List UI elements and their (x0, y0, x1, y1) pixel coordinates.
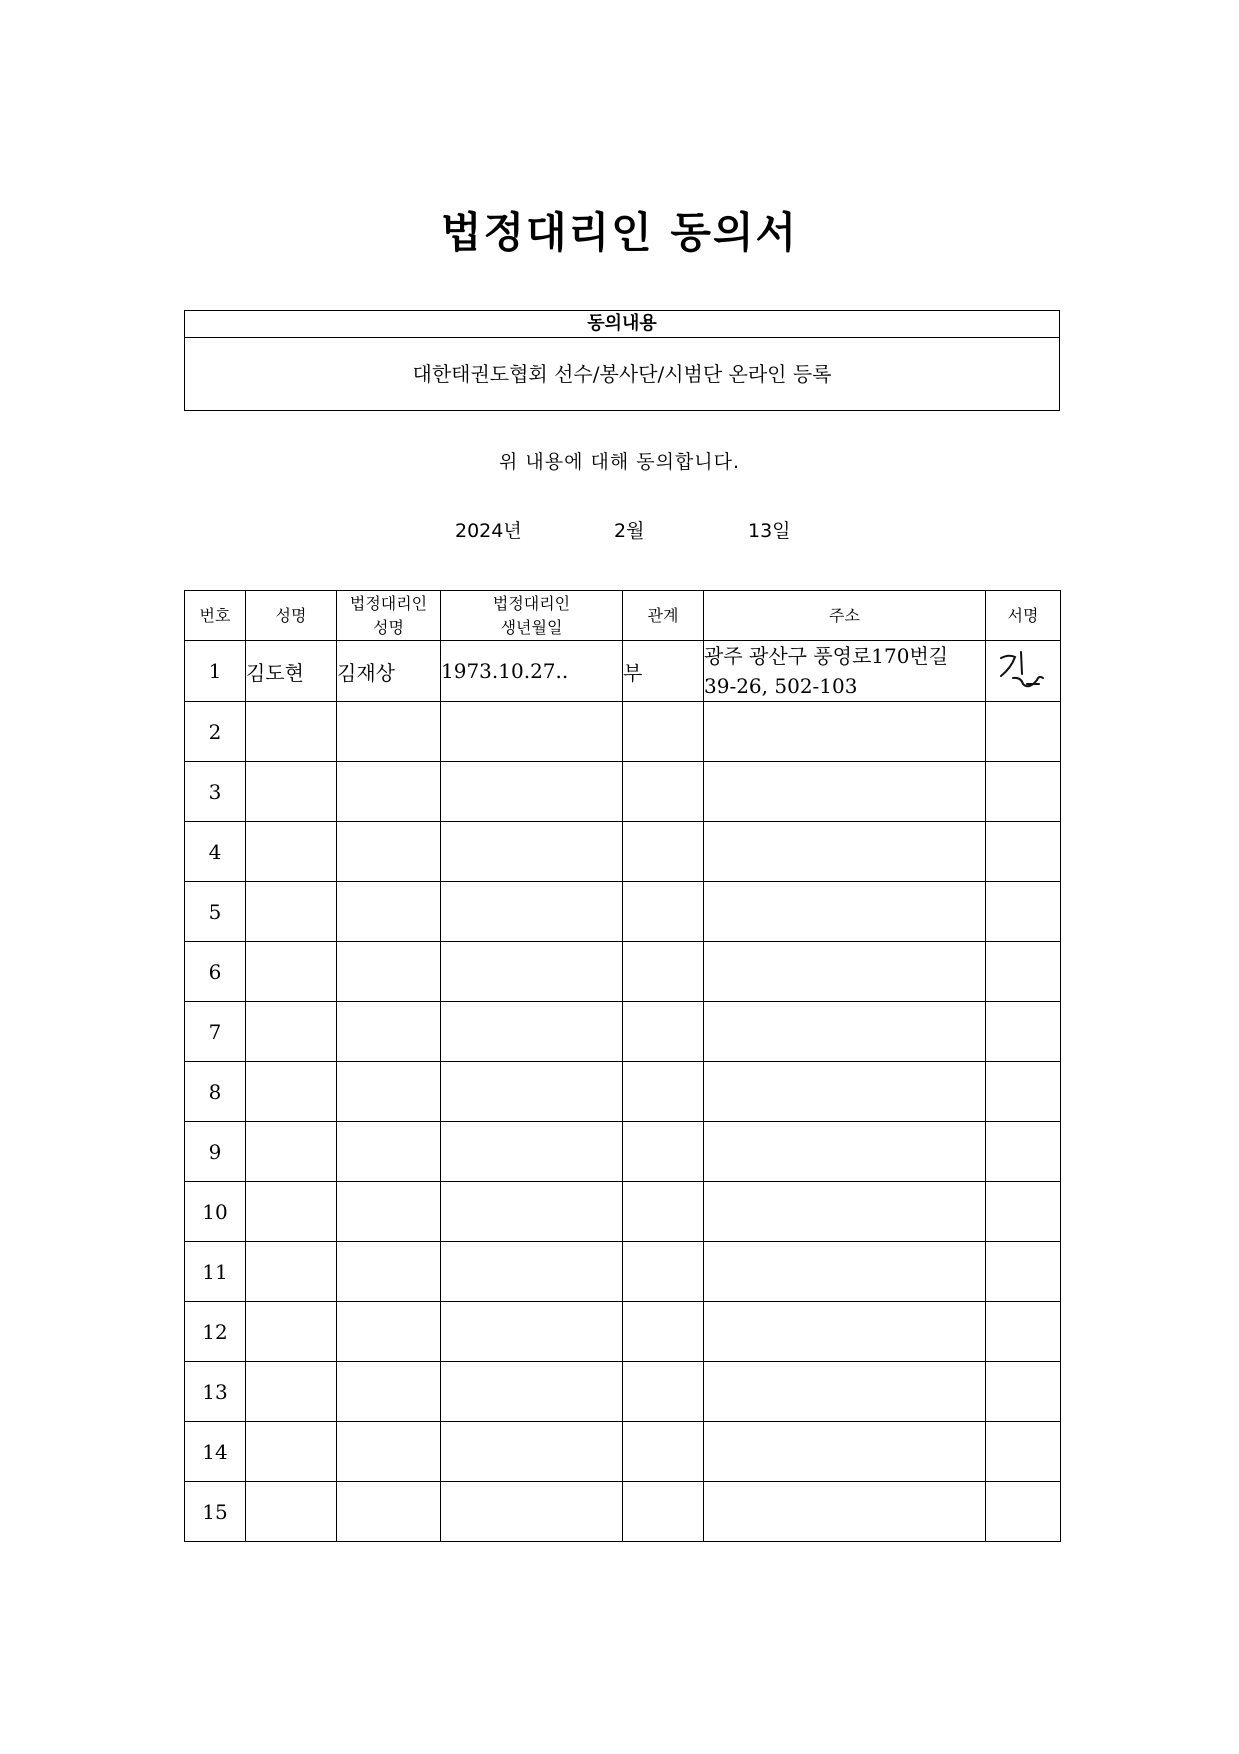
row-guardian-birth (441, 702, 623, 762)
row-signature (986, 641, 1061, 702)
row-signature (986, 1482, 1061, 1542)
row-number: 4 (185, 822, 246, 882)
row-relation (623, 1182, 704, 1242)
row-address (704, 1242, 986, 1302)
row-guardian-name (337, 1062, 441, 1122)
row-name (246, 1002, 337, 1062)
row-relation (623, 882, 704, 942)
row-number: 7 (185, 1002, 246, 1062)
row-relation (623, 1242, 704, 1302)
table-row (185, 762, 1061, 822)
row-name (246, 1362, 337, 1422)
row-guardian-name (337, 822, 441, 882)
row-name (246, 882, 337, 942)
row-guardian-birth (441, 1002, 623, 1062)
table-row (185, 1362, 1061, 1422)
table-row (185, 1422, 1061, 1482)
row-guardian-birth (441, 882, 623, 942)
row-guardian-name (337, 942, 441, 1002)
row-signature (986, 762, 1061, 822)
row-number: 3 (185, 762, 246, 822)
row-guardian-name: 김재상 (337, 641, 441, 702)
row-relation (623, 1002, 704, 1062)
header-address: 주소 (704, 591, 986, 641)
row-address (704, 1362, 986, 1422)
row-address: 광주 광산구 풍영로170번길 39-26, 502-103 (704, 641, 986, 702)
row-name (246, 702, 337, 762)
row-address (704, 942, 986, 1002)
row-guardian-birth (441, 822, 623, 882)
row-guardian-name (337, 1182, 441, 1242)
row-guardian-birth (441, 1422, 623, 1482)
row-signature (986, 702, 1061, 762)
row-number: 2 (185, 702, 246, 762)
row-guardian-name (337, 882, 441, 942)
row-signature (986, 1302, 1061, 1362)
row-signature (986, 1362, 1061, 1422)
row-relation (623, 1062, 704, 1122)
row-guardian-birth (441, 1062, 623, 1122)
row-name (246, 1302, 337, 1362)
row-address (704, 882, 986, 942)
row-name (246, 942, 337, 1002)
row-guardian-birth (441, 1122, 623, 1182)
date-day: 13일 (748, 520, 791, 542)
table-row (185, 1122, 1061, 1182)
agree-statement: 위 내용에 대해 동의합니다. (498, 451, 741, 473)
header-relation: 관계 (623, 591, 704, 641)
row-guardian-birth (441, 1482, 623, 1542)
row-address (704, 702, 986, 762)
row-relation (623, 942, 704, 1002)
row-address (704, 762, 986, 822)
row-guardian-name (337, 1002, 441, 1062)
date-month: 2월 (614, 520, 645, 542)
row-signature (986, 1062, 1061, 1122)
row-name (246, 1482, 337, 1542)
row-guardian-name (337, 1482, 441, 1542)
row-signature (986, 822, 1061, 882)
header-name: 성명 (246, 591, 337, 641)
row-address (704, 1182, 986, 1242)
row-number: 12 (185, 1302, 246, 1362)
row-name (246, 762, 337, 822)
table-row (185, 1302, 1061, 1362)
row-number: 10 (185, 1182, 246, 1242)
row-signature (986, 942, 1061, 1002)
consent-body: 대한태권도협회 선수/봉사단/시범단 온라인 등록 (412, 362, 832, 386)
table-row (185, 1242, 1061, 1302)
row-number: 8 (185, 1062, 246, 1122)
header-signature: 서명 (986, 591, 1061, 641)
row-guardian-birth (441, 942, 623, 1002)
row-guardian-name (337, 1242, 441, 1302)
row-name: 김도현 (246, 641, 337, 702)
row-name (246, 1062, 337, 1122)
row-guardian-name (337, 702, 441, 762)
row-guardian-name (337, 1302, 441, 1362)
row-relation (623, 762, 704, 822)
header-number: 번호 (185, 591, 246, 641)
table-row (185, 882, 1061, 942)
table-header-row (185, 591, 1061, 641)
table-row (185, 822, 1061, 882)
consent-box (184, 310, 1060, 411)
table-row (185, 1482, 1061, 1542)
row-relation (623, 1122, 704, 1182)
row-guardian-name (337, 1122, 441, 1182)
row-number: 14 (185, 1422, 246, 1482)
row-number: 13 (185, 1362, 246, 1422)
row-guardian-name (337, 1362, 441, 1422)
row-number: 1 (185, 641, 246, 702)
handwritten-signature (993, 644, 1053, 694)
row-relation (623, 1482, 704, 1542)
date-year: 2024년 (455, 520, 522, 542)
row-guardian-name (337, 762, 441, 822)
table-row (185, 1062, 1061, 1122)
row-signature (986, 1002, 1061, 1062)
row-guardian-birth (441, 1182, 623, 1242)
row-name (246, 1242, 337, 1302)
row-address (704, 1002, 986, 1062)
row-relation (623, 1422, 704, 1482)
row-guardian-birth (441, 1362, 623, 1422)
row-guardian-birth (441, 1302, 623, 1362)
row-number: 9 (185, 1122, 246, 1182)
row-name (246, 1422, 337, 1482)
row-address (704, 1302, 986, 1362)
row-address (704, 822, 986, 882)
row-name (246, 1182, 337, 1242)
row-number: 15 (185, 1482, 246, 1542)
row-address (704, 1122, 986, 1182)
row-guardian-birth (441, 762, 623, 822)
row-number: 11 (185, 1242, 246, 1302)
row-address (704, 1482, 986, 1542)
row-number: 5 (185, 882, 246, 942)
row-address (704, 1062, 986, 1122)
consent-header: 동의내용 (185, 311, 1059, 338)
table-row (185, 942, 1061, 1002)
guardian-table (184, 590, 1061, 1542)
table-row (185, 1182, 1061, 1242)
row-relation (623, 702, 704, 762)
row-guardian-name (337, 1422, 441, 1482)
table-row (185, 641, 1061, 702)
row-signature (986, 1422, 1061, 1482)
row-signature (986, 1242, 1061, 1302)
row-guardian-birth (441, 1242, 623, 1302)
row-address (704, 1422, 986, 1482)
row-name (246, 822, 337, 882)
document-title: 법정대리인 동의서 (440, 208, 799, 257)
row-number: 6 (185, 942, 246, 1002)
row-signature (986, 882, 1061, 942)
row-guardian-birth: 1973.10.27.. (441, 641, 623, 702)
row-relation (623, 822, 704, 882)
table-row (185, 702, 1061, 762)
header-guardian-name: 법정대리인 성명 (337, 591, 441, 641)
header-guardian-birth: 법정대리인 생년월일 (441, 591, 623, 641)
table-row (185, 1002, 1061, 1062)
row-relation (623, 1302, 704, 1362)
row-signature (986, 1182, 1061, 1242)
row-relation: 부 (623, 641, 704, 702)
row-signature (986, 1122, 1061, 1182)
row-relation (623, 1362, 704, 1422)
row-name (246, 1122, 337, 1182)
